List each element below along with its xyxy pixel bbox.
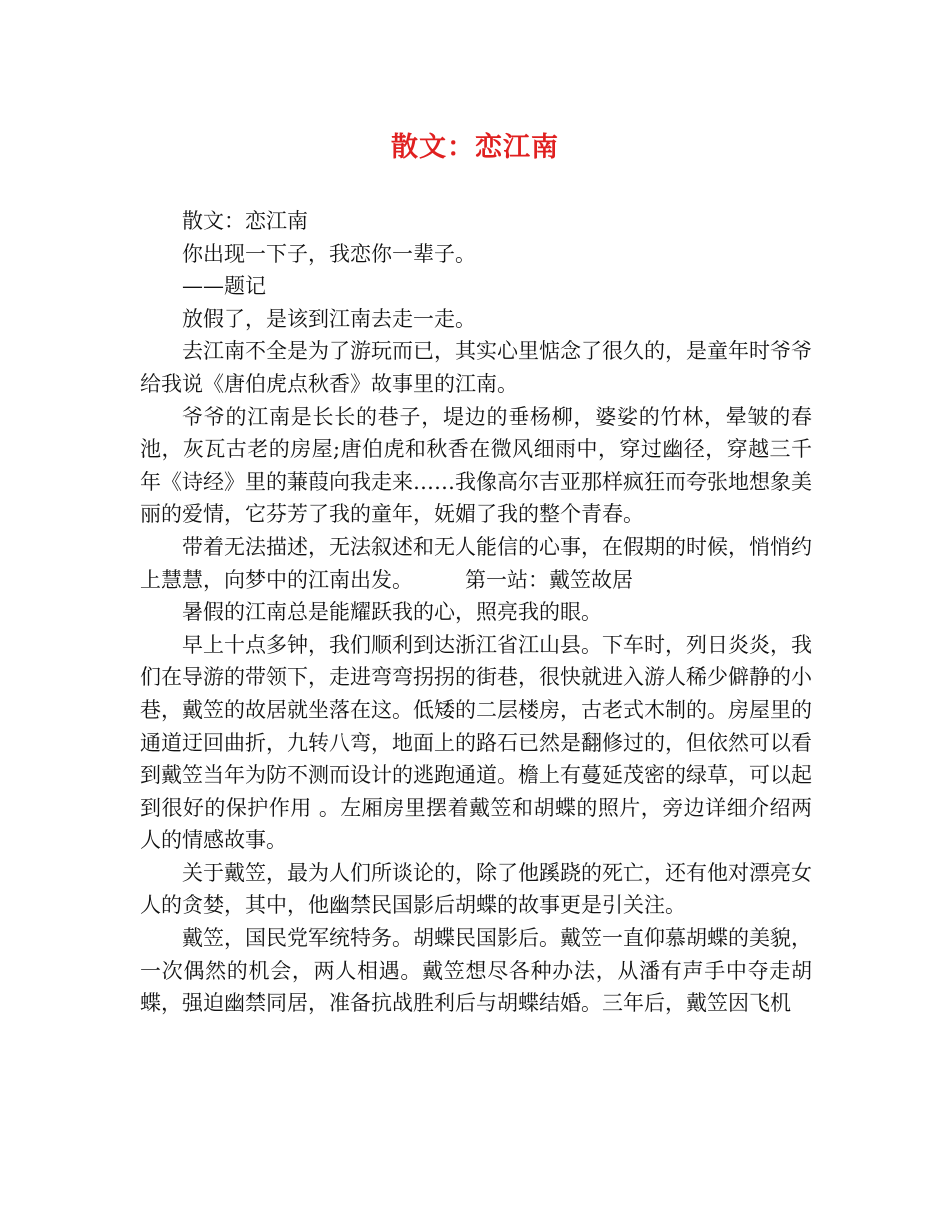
paragraph: 爷爷的江南是长长的巷子，堤边的垂杨柳，婆娑的竹林，晕皱的春池，灰瓦古老的房屋;唐伯虎和秋香在微风细雨中，穿过幽径，穿越三千年《诗经》里的蒹葭向我走来……我像高尔吉亚那样疯狂而夸张地想象美丽的爱情，它芬芳了我的童年，妩媚了我的整个青春。 xyxy=(140,404,812,527)
paragraph: 去江南不全是为了游玩而已，其实心里惦念了很久的，是童年时爷爷给我说《唐伯虎点秋香》故事里的江南。 xyxy=(140,339,812,396)
paragraph: 早上十点多钟，我们顺利到达浙江省江山县。下车时，列日炎炎，我们在导游的带领下，走进弯弯拐拐的街巷，很快就进入游人稀少僻静的小巷，戴笠的故居就坐落在这。低矮的二层楼房，古老式木制的。房屋里的通道迂回曲折，九转八弯，地面上的路石已然是翻修过的，但依然可以看到戴笠当年为防不测而设计的逃跑通道。檐上有蔓延茂密的绿草，可以起到很好的保护作用 。左厢房里摆着戴笠和胡蝶的照片，旁边详细介绍两人的情感故事。 xyxy=(140,632,812,853)
document-body xyxy=(140,205,812,1020)
paragraph: 关于戴笠，最为人们所谈论的，除了他蹊跷的死亡，还有他对漂亮女人的贪婪，其中，他幽禁民国影后胡蝶的故事更是引关注。 xyxy=(140,860,812,918)
document-title: 散文：恋江南 xyxy=(391,132,559,163)
paragraph-text: 带着无法描述，无法叙述和无人能信的心事，在假期的时候，悄悄约上慧慧，向梦中的江南出发。 xyxy=(140,534,812,592)
paragraph-with-section xyxy=(140,531,812,596)
paragraph: 散文：恋江南 xyxy=(182,209,308,233)
paragraph: 戴笠，国民党军统特务。胡蝶民国影后。戴笠一直仰慕胡蝶的美貌，一次偶然的机会，两人相遇。戴笠想尽各种办法，从潘有声手中夺走胡蝶，强迫幽禁同居，准备抗战胜利后与胡蝶结婚。三年后，戴笠因飞机 xyxy=(140,926,812,1016)
paragraph: 放假了，是该到江南去走一走。 xyxy=(182,306,476,331)
paragraph: ——题记 xyxy=(182,274,266,299)
paragraph: 你出现一下子，我恋你一辈子。 xyxy=(182,241,476,266)
paragraph: 暑假的江南总是能耀跃我的心，照亮我的眼。 xyxy=(182,600,602,625)
section-heading: 第一站：戴笠故居 xyxy=(465,567,633,592)
